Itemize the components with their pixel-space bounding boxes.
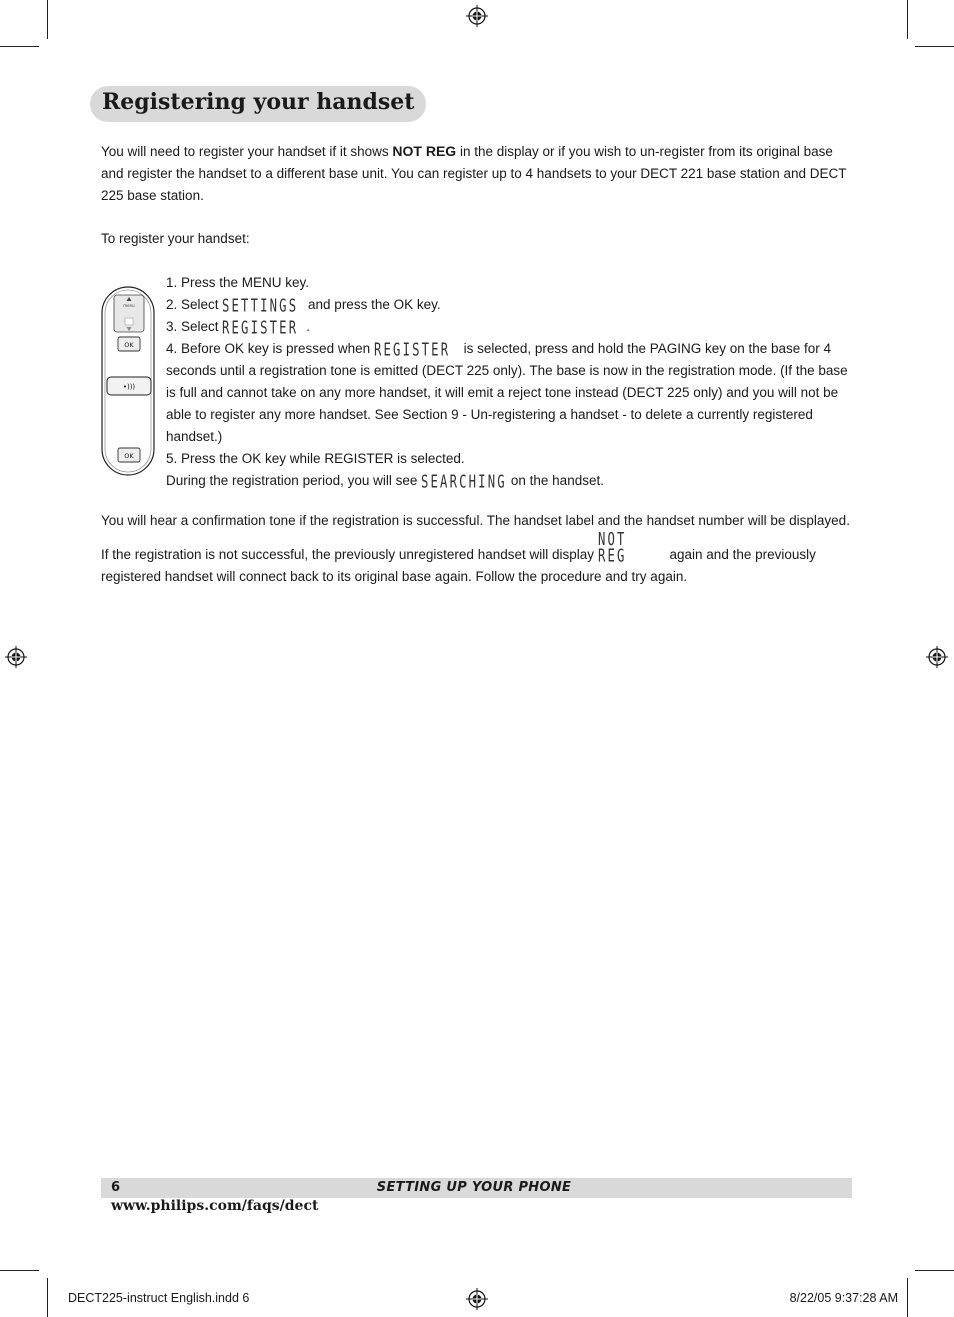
registration-steps (166, 272, 856, 492)
support-url: www.philips.com/faqs/dect (111, 1198, 319, 1214)
lcd-text-register: REGISTER (373, 339, 451, 361)
lcd-text-not-reg: NOT REG (597, 529, 627, 567)
crop-mark (915, 46, 954, 47)
confirmation-paragraph: You will hear a confirmation tone if the registration is successful. The handset label and the handset number will be displayed. If the registration is not successful, the previously unregistered handset will display NOT REG again and the previously registered handset will connect back to its original base again. Follow the procedure and try again. (101, 513, 850, 584)
crop-mark (915, 1270, 954, 1271)
handset-illustration (101, 286, 155, 476)
step-2: 2. Select SETTINGS and press the OK key. (166, 295, 441, 317)
registration-mark-icon (466, 1288, 488, 1310)
registration-mark-icon (5, 646, 27, 668)
to-register-text: To register your handset: (101, 231, 250, 246)
registration-mark-icon (926, 646, 948, 668)
step-3: 3. Select REGISTER . (166, 317, 311, 339)
ok-button-label: OK (124, 341, 134, 349)
step-5: 5. Press the OK key while REGISTER is selected. (166, 451, 465, 466)
crop-mark (0, 46, 39, 47)
lcd-text-register: REGISTER (222, 317, 299, 339)
crop-mark (47, 0, 48, 39)
intro-text: in the display or if you wish to un-register from its original base and register the handset to a different base unit. You can register up to 4 handsets to your DECT 221 base station and DECT 225 base station. (101, 144, 847, 203)
page-number: 6 (111, 1180, 121, 1195)
timestamp-slug: 8/22/05 9:37:28 AM (789, 1291, 898, 1305)
crop-mark (47, 1278, 48, 1317)
registration-mark-icon (466, 5, 488, 27)
ok-button-label: OK (124, 452, 134, 460)
crop-mark (907, 0, 908, 39)
step-4: 4. Before OK key is pressed when REGISTER is selected, press and hold the PAGING key on the base for 4 seconds until a registration tone is emitted (DECT 225 only). The base is now in the registration mode. (If the base is full and cannot take on any more handset, it will emit a reject tone instead (DECT 225 only) and you will not be able to register any more handset. See Section 9 - Un-registering a handset - to delete a currently registered handset.) (166, 339, 848, 444)
lcd-text-settings: SETTINGS (222, 295, 299, 317)
lcd-text-searching: SEARCHING (421, 471, 507, 493)
crop-mark (0, 1270, 39, 1271)
not-reg-emphasis: NOT REG (392, 143, 457, 159)
step-1: 1. Press the MENU key. (166, 275, 310, 290)
page-title: Registering your handset (102, 89, 415, 115)
file-slug: DECT225-instruct English.indd 6 (68, 1291, 250, 1305)
section-title: SETTING UP YOUR PHONE (376, 1180, 572, 1195)
menu-label: menu (123, 303, 135, 308)
intro-text: You will need to register your handset if it shows (101, 144, 393, 159)
paging-button-symbol: •))) (122, 383, 136, 391)
intro-paragraph (101, 140, 857, 207)
step-5-note: During the registration period, you will see SEARCHING on the handset. (166, 471, 604, 493)
crop-mark (907, 1278, 908, 1317)
